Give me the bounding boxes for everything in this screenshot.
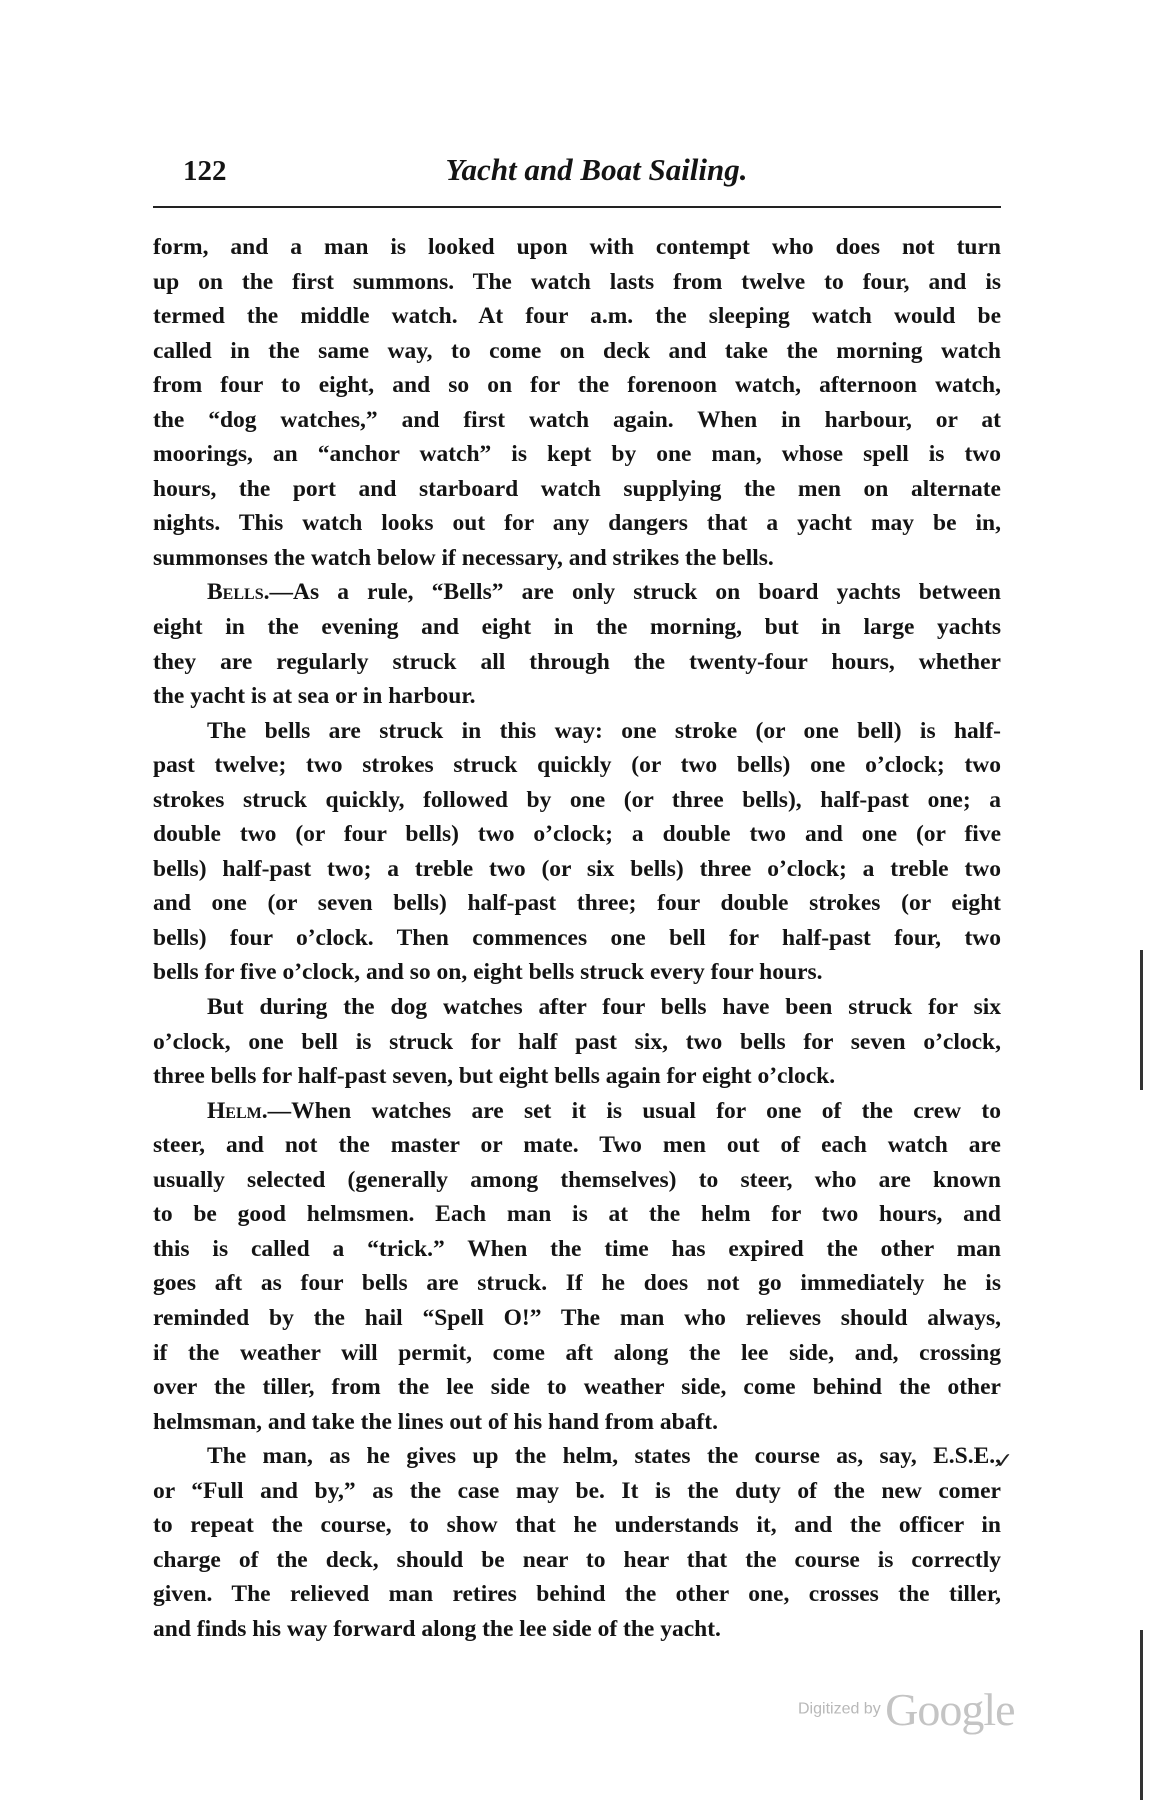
line-text: usually selected (generally among themselves) to steer, who are known [153,1166,1001,1193]
text-line [153,1405,1001,1440]
line-text: this is called a “trick.” When the time has expired the other man [153,1235,1001,1262]
line-text: three bells for half-past seven, but eight bells again for eight o’clock. [153,1063,836,1090]
line-text: termed the middle watch. At four a.m. the sleeping watch would be [153,303,1001,330]
text-line [153,645,1001,680]
page-edge-mark [1140,1630,1143,1800]
text-line [153,575,1001,610]
text-line [153,1612,1001,1647]
text-line [153,1128,1001,1163]
text-line [153,368,1001,403]
text-line [153,817,1001,852]
line-text: to repeat the course, to show that he understands it, and the officer in [153,1512,1001,1539]
text-line [153,1543,1001,1578]
text-line [153,1197,1001,1232]
line-text: summonses the watch below if necessary, and strikes the bells. [153,544,774,571]
page-edge-mark [1140,950,1143,1090]
line-text: past twelve; two strokes struck quickly (or two bells) one o’clock; two [153,752,1001,779]
text-line [153,1336,1001,1371]
text-line [153,1232,1001,1267]
text-line [153,714,1001,749]
line-text: charge of the deck, should be near to hear that the course is correctly [153,1546,1001,1573]
text-line [153,1094,1001,1129]
digitized-watermark [798,1683,1015,1736]
line-text: bells) half-past two; a treble two (or six bells) three o’clock; a treble two [153,855,1001,882]
text-line [153,1025,1001,1060]
text-line [153,1439,1001,1474]
text-line [153,1474,1001,1509]
line-text: over the tiller, from the lee side to weather side, come behind the other [153,1374,1001,1401]
text-line [153,1370,1001,1405]
text-line [153,506,1001,541]
text-line [153,472,1001,507]
line-text: bells for five o’clock, and so on, eight bells struck every four hours. [153,959,823,986]
text-line [153,955,1001,990]
text-line [153,886,1001,921]
line-text: form, and a man is looked upon with contempt who does not turn [153,234,1001,260]
text-line [153,1163,1001,1198]
line-text: moorings, an “anchor watch” is kept by one man, whose spell is two [153,441,1001,468]
line-text: reminded by the hail “Spell O!” The man who relieves should always, [153,1304,1001,1331]
line-text: The bells are struck in this way: one stroke (or one bell) is half- [207,717,1001,744]
text-line [153,748,1001,783]
text-line [153,921,1001,956]
line-text: from four to eight, and so on for the forenoon watch, afternoon watch, [153,372,1001,399]
line-text: the “dog watches,” and first watch again. When in harbour, or at [153,406,1001,433]
line-text: helmsman, and take the lines out of his hand from abaft. [153,1408,718,1435]
text-line [153,334,1001,369]
line-text: or “Full and by,” as the case may be. It is the duty of the new comer [153,1477,1001,1504]
body-text [153,230,1001,1646]
line-text: steer, and not the master or mate. Two men out of each watch are [153,1132,1001,1159]
line-text: to be good helmsmen. Each man is at the helm for two hours, and [153,1201,1001,1228]
header-rule [153,206,1001,208]
text-line [153,1508,1001,1543]
text-line [153,541,1001,576]
line-text: if the weather will permit, come aft along the lee side, and, crossing [153,1339,1001,1366]
line-text: eight in the evening and eight in the morning, but in large yachts [153,614,1001,641]
line-text: double two (or four bells) two o’clock; a double two and one (or five [153,821,1001,848]
line-text: they are regularly struck all through the twenty-four hours, whether [153,648,1001,675]
margin-tick-mark: ✓ [994,1448,1013,1473]
text-line [153,299,1001,334]
line-text: But during the dog watches after four bells have been struck for six [207,994,1001,1021]
text-line [153,1059,1001,1094]
text-line [153,230,1001,265]
text-line [153,437,1001,472]
text-line [153,403,1001,438]
digitized-label: Digitized by [798,1700,881,1718]
text-line [153,1301,1001,1336]
line-text: o’clock, one bell is struck for half past six, two bells for seven o’clock, [153,1028,1001,1055]
line-text: goes aft as four bells are struck. If he does not go immediately he is [153,1270,1001,1297]
text-line [153,852,1001,887]
section-heading: Helm. [207,1097,268,1124]
line-text: called in the same way, to come on deck and take the morning watch [153,337,1001,364]
section-heading: Bells. [207,579,270,606]
text-line [153,679,1001,714]
line-text: and one (or seven bells) half-past three; four double strokes (or eight [153,890,1001,917]
text-line [153,265,1001,300]
text-line [153,990,1001,1025]
line-text: —When watches are set it is usual for one of the crew to [267,1097,1001,1124]
text-line [153,610,1001,645]
line-text: nights. This watch looks out for any dangers that a yacht may be in, [153,510,1001,537]
google-logo: Google [885,1684,1015,1735]
line-text: bells) four o’clock. Then commences one bell for half-past four, two [153,924,1001,951]
line-text: the yacht is at sea or in harbour. [153,683,476,710]
line-text: strokes struck quickly, followed by one (or three bells), half-past one; a [153,786,1001,813]
line-text: and finds his way forward along the lee side of the yacht. [153,1615,721,1642]
text-line [153,1577,1001,1612]
line-text: The man, as he gives up the helm, states the course as, say, E.S.E., [207,1443,1001,1470]
running-title: Yacht and Boat Sailing. [445,152,748,187]
page-number: 122 [183,155,227,187]
line-text: up on the first summons. The watch lasts from twelve to four, and is [153,268,1001,295]
line-text: hours, the port and starboard watch supplying the men on alternate [153,475,1001,502]
line-text: —As a rule, “Bells” are only struck on board yachts between [269,579,1001,606]
text-line [153,783,1001,818]
text-line [153,1266,1001,1301]
line-text: given. The relieved man retires behind the other one, crosses the tiller, [153,1581,1001,1608]
